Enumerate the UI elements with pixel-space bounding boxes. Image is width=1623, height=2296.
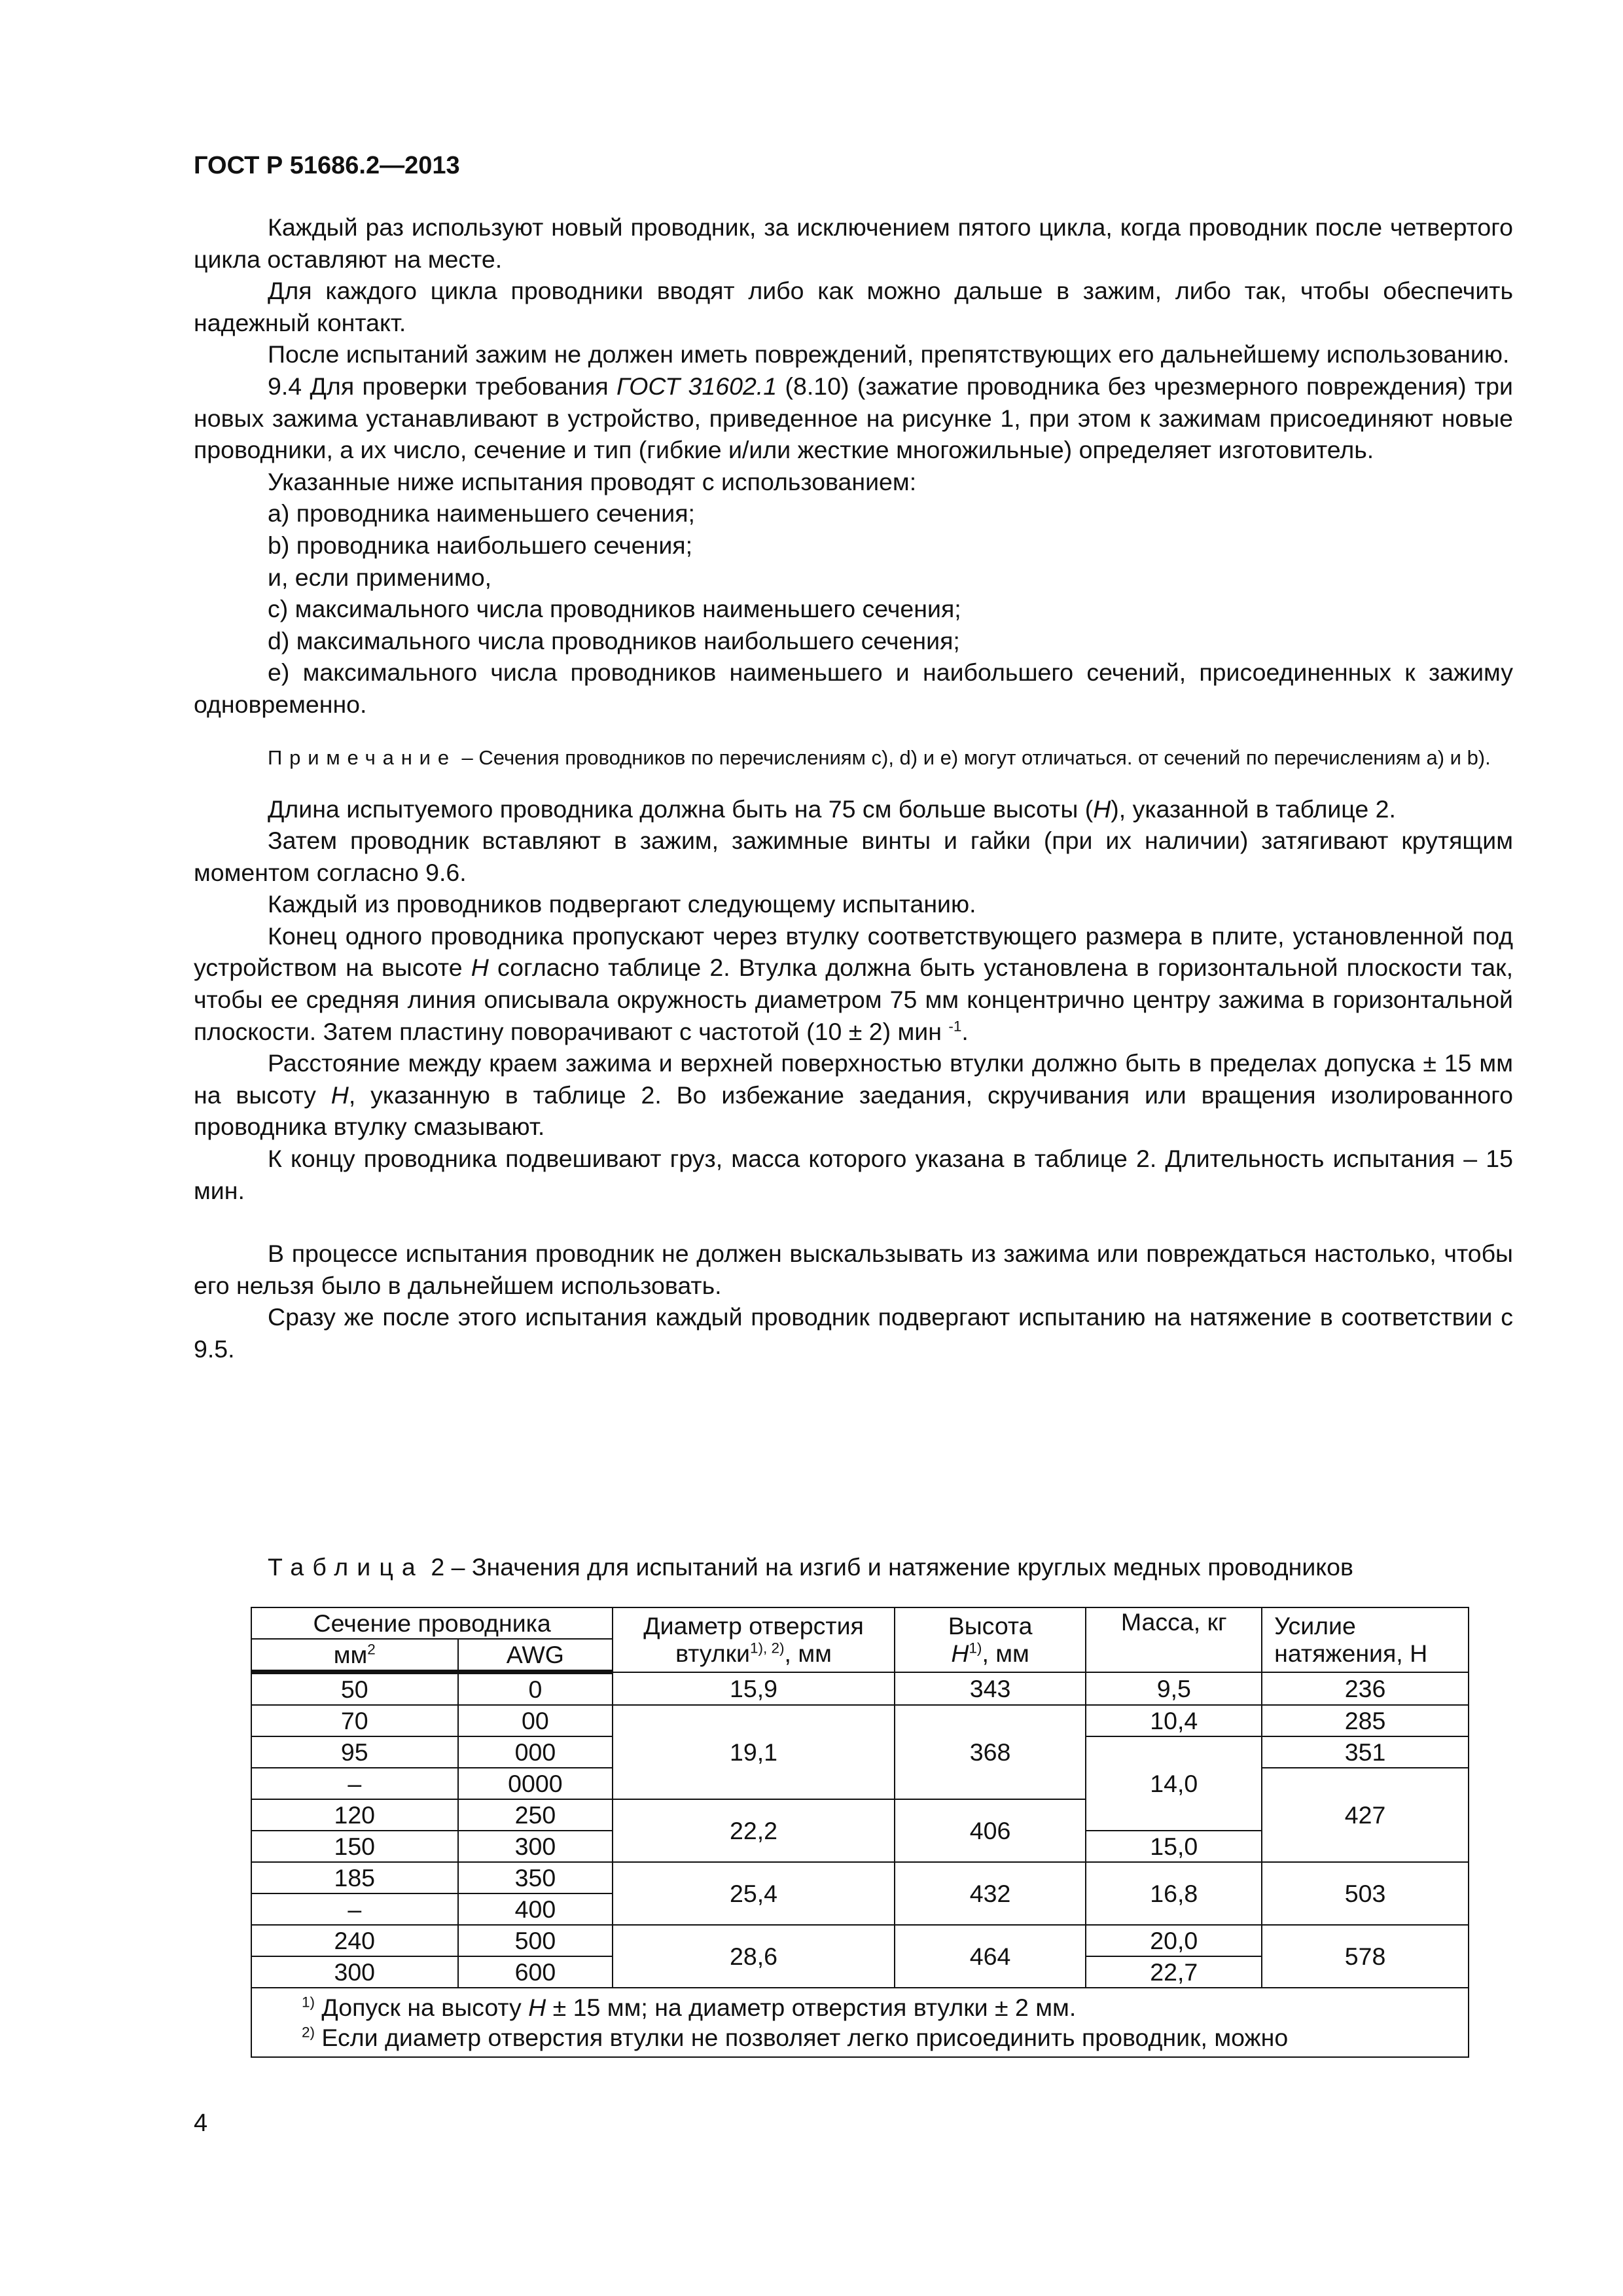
symbol-h: H [471,954,489,982]
paragraph [194,793,1513,825]
superscript: 1), 2) [749,1640,785,1657]
footnote-text: Если диаметр отверстия втулки не позволяет легко присоединить проводник, можно [315,2024,1289,2051]
cell-force: 236 [1262,1672,1469,1706]
text-run: ), указанной в таблице 2. [1111,795,1396,823]
text-run: Расстояние между краем зажима и верхней поверхностью втулки должно быть в пределах допуска ± 15 мм на высоту [194,1049,1513,1109]
table-row [251,1705,1469,1736]
cell-awg: 250 [458,1799,613,1831]
cell-mass: 15,0 [1086,1831,1262,1862]
header-cell-force [1262,1607,1469,1672]
header-text: Диаметр отверстия [643,1612,864,1640]
list-item: b) проводника наибольшего сечения; [268,531,692,559]
symbol-h: H [528,1994,546,2021]
footnote-number: 1) [302,1994,315,2011]
footnote-number: 2) [302,2024,315,2041]
cell-mm: – [251,1893,458,1925]
note [194,742,1513,774]
cell-mass: 16,8 [1086,1862,1262,1925]
cell-awg: 350 [458,1862,613,1893]
table-caption-text: 2 – Значения для испытаний на изгиб и натяжение круглых медных проводников [423,1553,1353,1581]
cell-force: 578 [1262,1925,1469,1988]
table-row [251,1925,1469,1956]
text-run: 9.4 Для проверки требования [268,372,617,400]
text-run: согласно таблице 2. Втулка должна быть установлена в горизонтальной плоскости так, чтобы ее средняя линия описывала окружность диаметром 75 мм концентрично центру зажима в горизонтальной плоскости. Затем пластину поворачивают с частотой (10 ± 2) мин [194,954,1513,1045]
cell-mm: 240 [251,1925,458,1956]
text-run: Длина испытуемого проводника должна быть на 75 см больше высоты ( [268,795,1094,823]
data-table [251,1607,1469,2058]
header-text: , мм [982,1640,1029,1668]
header-cell-section: Сечение проводника [251,1607,613,1639]
cell-mm: 185 [251,1862,458,1893]
header-text: втулки [675,1640,750,1668]
body-text [194,211,1513,1365]
table-row [251,1672,1469,1706]
cell-mm: – [251,1768,458,1799]
table-caption [194,1551,1513,1583]
text-run: Конец одного проводника пропускают через втулку соответствующего размера в плите, установленной под устройством на высоте [194,922,1513,982]
header-text: , мм [784,1640,832,1668]
cell-mm: 300 [251,1956,458,1988]
cell-mass: 9,5 [1086,1672,1262,1706]
cell-force: 427 [1262,1768,1469,1862]
header-cell-mm [251,1639,458,1672]
cell-mass: 22,7 [1086,1956,1262,1988]
header-text: Усилие [1274,1612,1356,1640]
cell-awg: 00 [458,1705,613,1736]
page-number: 4 [194,2109,208,2137]
header-cell-mass: Масса, кг [1086,1607,1262,1672]
table-caption-label: Таблица [268,1553,424,1581]
cell-awg: 0000 [458,1768,613,1799]
cell-force: 351 [1262,1736,1469,1768]
document-header: ГОСТ Р 51686.2—2013 [194,152,460,179]
symbol-h: H [1093,795,1111,823]
cell-force: 285 [1262,1705,1469,1736]
paragraph: Каждый раз используют новый проводник, за исключением пятого цикла, когда проводник после четвертого цикла оставляют на месте. [194,213,1513,273]
list-item: e) максимального числа проводников наименьшего и наибольшего сечений, присоединенных к зажиму одновременно. [194,658,1513,718]
paragraph [194,920,1513,1047]
list-item: и, если применимо, [268,563,492,591]
symbol-h: H [951,1640,969,1668]
paragraph: Указанные ниже испытания проводят с использованием: [268,467,917,495]
cell-mass: 10,4 [1086,1705,1262,1736]
superscript: 2 [367,1641,376,1658]
header-cell-diameter [613,1607,894,1672]
superscript: -1 [948,1018,962,1035]
cell-mass: 20,0 [1086,1925,1262,1956]
cell-awg: 0 [458,1672,613,1706]
text-run: (8.10) (зажатие проводника без чрезмерного повреждения) три новых зажима устанавливают в устройство, приведенное на рисунке 1, при этом к зажимам присоединяют новые проводники, а их число, сечение и тип (гибкие и/или жесткие многожильные) определяет изготовитель. [194,372,1513,464]
footnote-2 [302,2022,1456,2053]
table-footnotes-row [251,1988,1469,2057]
superscript: 1) [969,1640,982,1657]
list-item: d) максимального числа проводников наибольшего сечения; [268,626,960,655]
cell-awg: 400 [458,1893,613,1925]
list-item: a) проводника наименьшего сечения; [268,499,695,528]
header-text: натяжения, Н [1274,1640,1428,1668]
cell-diameter: 22,2 [613,1799,894,1862]
cell-mm: 95 [251,1736,458,1768]
note-text: – Сечения проводников по перечислениям c), d) и e) могут отличаться. от сечений по перечислениям a) и b). [455,745,1491,769]
paragraph: Для каждого цикла проводники вводят либо как можно дальше в зажим, либо так, чтобы обеспечить надежный контакт. [194,277,1513,336]
paragraph [194,1047,1513,1143]
footnote-1 [302,1992,1456,2022]
cell-height: 406 [895,1799,1086,1862]
symbol-h: H [330,1081,349,1109]
cell-mm: 70 [251,1705,458,1736]
table-row [251,1862,1469,1893]
cell-awg: 300 [458,1831,613,1862]
cell-height: 368 [895,1705,1086,1799]
paragraph-9-4 [194,370,1513,466]
paragraph: К концу проводника подвешивают груз, масса которого указана в таблице 2. Длительность испытания – 15 мин. [194,1145,1513,1204]
cell-awg: 000 [458,1736,613,1768]
footnote-text: ± 15 мм; на диаметр отверстия втулки ± 2 мм. [546,1994,1077,2021]
cell-height: 432 [895,1862,1086,1925]
header-text: мм [333,1641,368,1668]
cell-height: 464 [895,1925,1086,1988]
table-header-row [251,1607,1469,1639]
footnote-text: Допуск на высоту [315,1994,529,2021]
text-run: . [961,1017,969,1045]
note-label: Примечание [268,745,456,769]
list-item: c) максимального числа проводников наименьшего сечения; [268,595,961,623]
paragraph: В процессе испытания проводник не должен выскальзывать из зажима или повреждаться настолько, чтобы его нельзя было в дальнейшем использовать. [194,1240,1513,1299]
cell-diameter: 19,1 [613,1705,894,1799]
cell-diameter: 25,4 [613,1862,894,1925]
text-run: , указанную в таблице 2. Во избежание заедания, скручивания или вращения изолированного проводника втулку смазывают. [194,1081,1513,1141]
paragraph: Затем проводник вставляют в зажим, зажимные винты и гайки (при их наличии) затягивают крутящим моментом согласно 9.6. [194,827,1513,886]
table-footnotes [251,1988,1469,2057]
cell-awg: 600 [458,1956,613,1988]
cell-height: 343 [895,1672,1086,1706]
cell-mm: 50 [251,1672,458,1706]
standard-reference: ГОСТ 31602.1 [616,372,777,400]
cell-mm: 120 [251,1799,458,1831]
spacer [194,1206,1513,1238]
cell-diameter: 28,6 [613,1925,894,1988]
header-cell-awg: AWG [458,1639,613,1672]
cell-awg: 500 [458,1925,613,1956]
header-text: Высота [948,1612,1033,1640]
paragraph: После испытаний зажим не должен иметь повреждений, препятствующих его дальнейшему использованию. [268,340,1510,368]
cell-mass: 14,0 [1086,1736,1262,1831]
paragraph: Каждый из проводников подвергают следующему испытанию. [268,890,976,918]
cell-force: 503 [1262,1862,1469,1925]
cell-mm: 150 [251,1831,458,1862]
cell-diameter: 15,9 [613,1672,894,1706]
paragraph: Сразу же после этого испытания каждый проводник подвергают испытанию на натяжение в соответствии с 9.5. [194,1303,1513,1363]
header-cell-height [895,1607,1086,1672]
